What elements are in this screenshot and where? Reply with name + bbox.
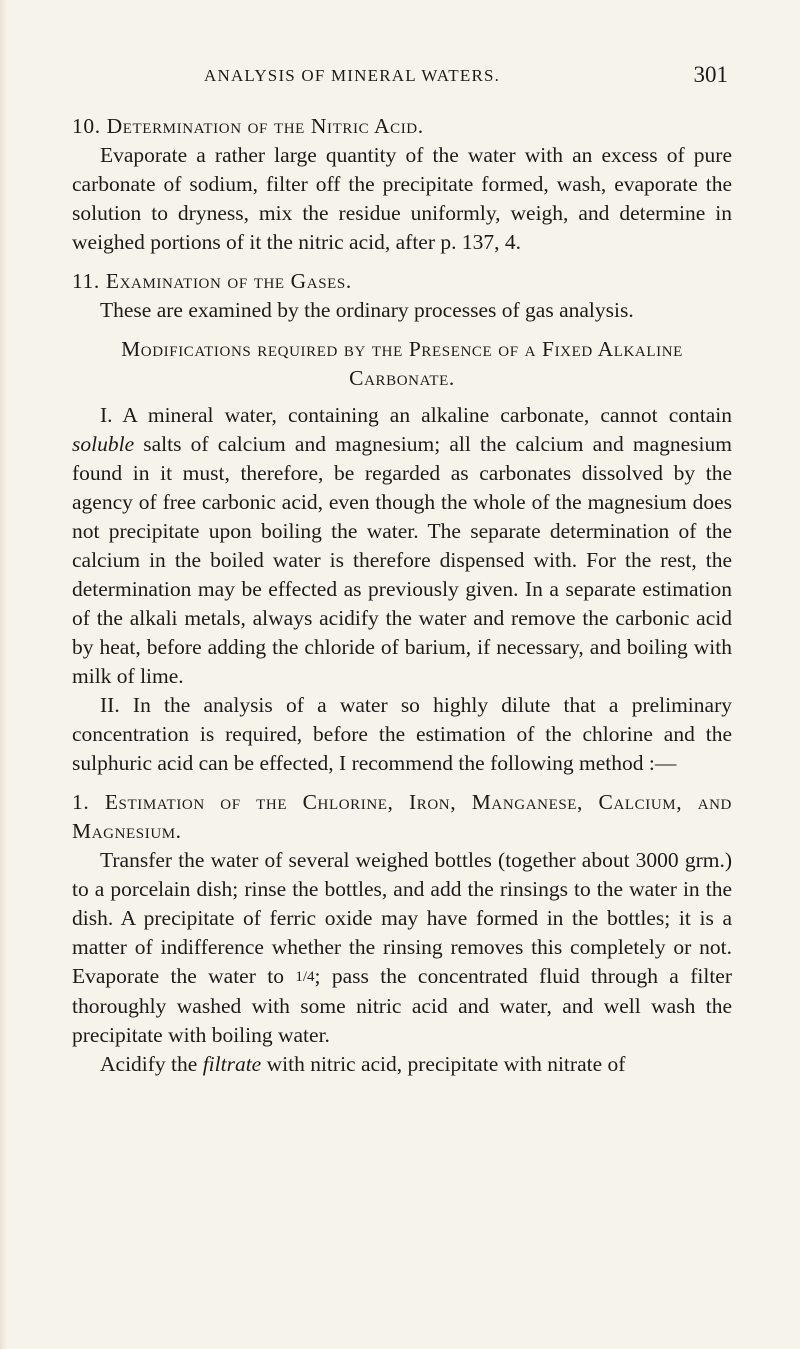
paragraph-gases: These are examined by the ordinary processes of gas analysis. — [100, 298, 634, 322]
page-body — [72, 112, 732, 1079]
part-one-text-a: I. A mineral water, containing an alkaline carbonate, cannot contain — [100, 403, 732, 427]
acidify-text-a: Acidify the — [100, 1052, 203, 1076]
chlorine-text-a: Transfer the water of several weighed bottles (together about 3000 grm.) to a porcelain dish; rinse the bottles, and add the rinsings to the water in the dish. A precipitate of ferric oxide may have formed in the bottles; it is a matter of indifference whether the rinsing removes this completely or not. Evaporate the water to — [72, 848, 732, 988]
running-head — [72, 62, 732, 92]
fraction-one-quarter: 1/4 — [295, 969, 315, 985]
heading-nitric-acid: 10. Determination of the Nitric Acid. — [72, 114, 424, 138]
chlorine-text-b: ; pass the concentrated fluid through a filter thoroughly washed with some nitric acid and water, and well wash the precipitate with boiling water. — [72, 964, 732, 1047]
paragraph-part-two: II. In the analysis of a water so highly dilute that a preliminary concentration is required, before the estimation of the chlorine and the sulphuric acid can be effected, I recommend the following method :— — [72, 693, 732, 775]
paragraph-part-one — [72, 401, 732, 691]
paragraph-chlorine-estimation — [72, 846, 732, 1050]
heading-modifications: Modifications required by the Presence of a Fixed Alkaline Carbonate. — [121, 337, 683, 390]
filtrate-emphasis: filtrate — [202, 1052, 262, 1076]
part-one-emphasis: soluble — [72, 432, 135, 456]
paragraph-acidify-filtrate — [72, 1050, 732, 1079]
page-number: 301 — [693, 62, 728, 87]
book-page — [72, 0, 732, 1349]
heading-gases: 11. Examination of the Gases. — [72, 269, 352, 293]
running-head-title: ANALYSIS OF MINERAL WATERS. — [204, 66, 501, 85]
acidify-text-b: with nitric acid, precipitate with nitrate of — [261, 1052, 626, 1076]
paragraph-nitric-acid: Evaporate a rather large quantity of the water with an excess of pure carbonate of sodium, filter off the precipitate formed, wash, evaporate the solution to dryness, mix the residue uniformly, weigh, and determine in weighed portions of it the nitric acid, after p. 137, 4. — [72, 143, 732, 254]
part-one-text-b: salts of calcium and magnesium; all the calcium and magnesium found in it must, therefore, be regarded as carbonates dissolved by the agency of free carbonic acid, even though the whole of the magnesium does not precipitate upon boiling the water. The separate determination of the calcium in the boiled water is therefore dispensed with. For the rest, the determination may be effected as previously given. In a separate estimation of the alkali metals, always acidify the water and remove the carbonic acid by heat, before adding the chloride of barium, if necessary, and boiling with milk of lime. — [72, 432, 732, 688]
heading-chlorine-estimation: 1. Estimation of the Chlorine, Iron, Manganese, Calcium, and Magnesium. — [72, 790, 732, 843]
page-edge-shadow — [0, 0, 7, 1349]
